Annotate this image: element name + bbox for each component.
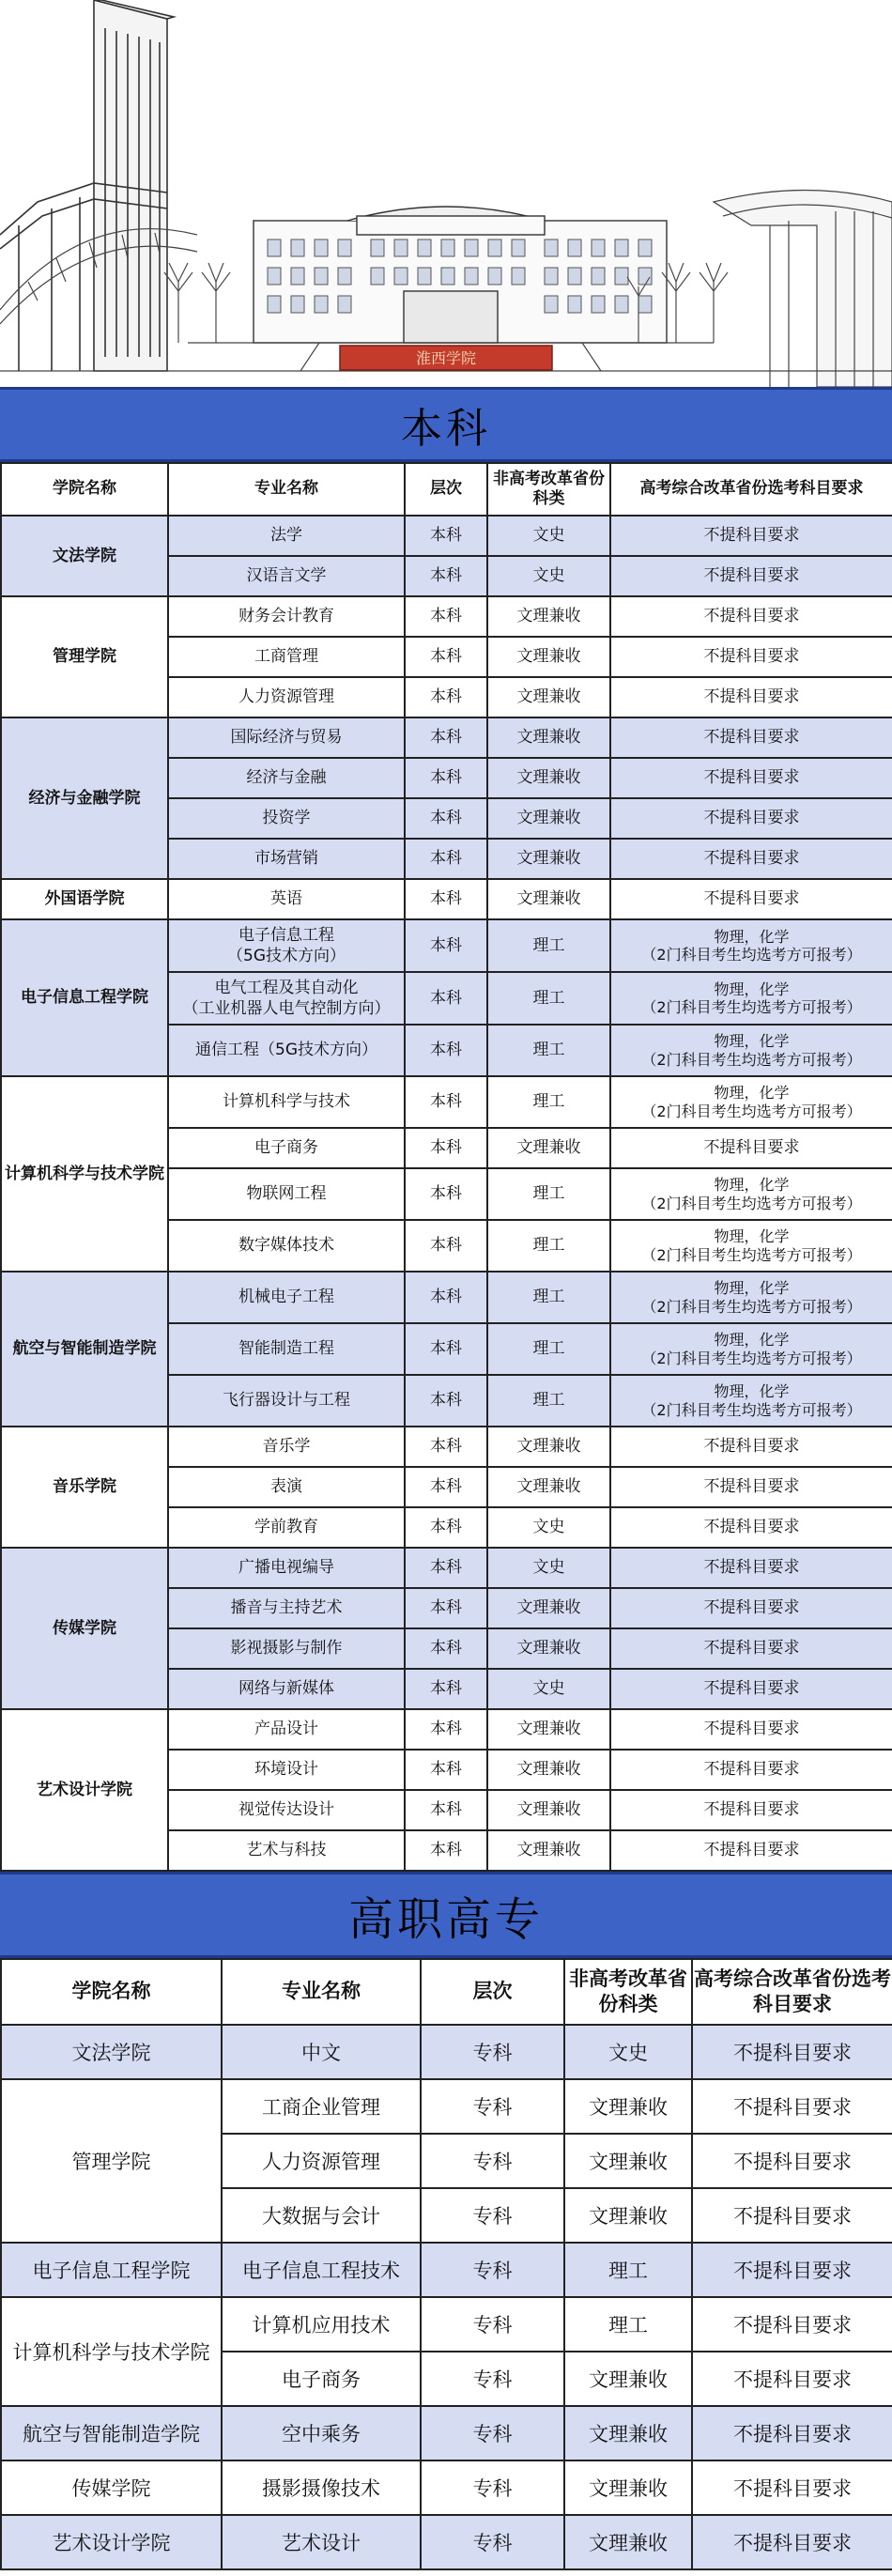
major-name-cell: 电子商务 — [168, 1128, 405, 1168]
category-cell: 文史 — [564, 2025, 692, 2079]
college-name-cell: 文法学院 — [1, 516, 168, 596]
level-cell: 本科 — [405, 637, 487, 677]
requirement-cell — [610, 919, 892, 972]
category-cell: 文史 — [487, 516, 610, 556]
cell-line-1: 物理，化学 — [714, 1331, 790, 1350]
requirement-cell: 不提科目要求 — [610, 1709, 892, 1750]
level-cell: 本科 — [405, 1220, 487, 1272]
level-cell: 本科 — [405, 596, 487, 637]
category-cell: 文史 — [487, 1507, 610, 1548]
category-cell: 文理兼收 — [487, 758, 610, 798]
level-cell: 本科 — [405, 1588, 487, 1628]
requirement-cell: 不提科目要求 — [610, 1427, 892, 1467]
major-name-cell: 产品设计 — [168, 1709, 405, 1750]
vocational-table-body — [1, 2025, 892, 2569]
category-cell: 理工 — [564, 2297, 692, 2352]
level-cell: 本科 — [405, 919, 487, 972]
major-name-cell: 电子商务 — [222, 2352, 421, 2406]
cell-line-1: 物理，化学 — [714, 979, 790, 998]
category-cell: 文理兼收 — [487, 637, 610, 677]
major-name-cell: 法学 — [168, 516, 405, 556]
major-name-cell: 艺术与科技 — [168, 1830, 405, 1871]
major-name-cell: 智能制造工程 — [168, 1323, 405, 1375]
requirement-cell: 不提科目要求 — [610, 1588, 892, 1628]
major-name-cell: 投资学 — [168, 798, 405, 839]
level-cell: 专科 — [421, 2460, 564, 2515]
requirement-cell: 不提科目要求 — [610, 1830, 892, 1871]
header-major: 专业名称 — [168, 463, 405, 516]
level-cell: 本科 — [405, 1467, 487, 1507]
cell-line-1: 物理，化学 — [714, 1279, 790, 1298]
category-cell: 理工 — [487, 1375, 610, 1427]
requirement-cell — [610, 972, 892, 1025]
requirement-cell: 不提科目要求 — [610, 596, 892, 637]
category-cell: 文理兼收 — [487, 1709, 610, 1750]
level-cell: 专科 — [421, 2134, 564, 2188]
level-cell: 专科 — [421, 2025, 564, 2079]
requirement-cell: 不提科目要求 — [610, 1628, 892, 1669]
major-name-cell: 数字媒体技术 — [168, 1220, 405, 1272]
cell-line-2: （5G技术方向） — [227, 947, 346, 965]
category-cell: 文理兼收 — [487, 1128, 610, 1168]
level-cell: 本科 — [405, 1790, 487, 1830]
category-cell: 文史 — [487, 1548, 610, 1588]
major-name-cell: 学前教育 — [168, 1507, 405, 1548]
level-cell: 本科 — [405, 677, 487, 717]
major-name-cell: 艺术设计 — [222, 2515, 421, 2569]
category-cell: 理工 — [487, 1025, 610, 1076]
requirement-cell: 不提科目要求 — [610, 1548, 892, 1588]
cell-line-1: 物理，化学 — [714, 1227, 790, 1246]
level-cell: 专科 — [421, 2515, 564, 2569]
cell-line-2: （2门科目考生均选考方可报考） — [641, 998, 862, 1016]
category-cell: 文理兼收 — [564, 2406, 692, 2460]
cell-line-2: （2门科目考生均选考方可报考） — [641, 1050, 862, 1069]
major-name-cell: 人力资源管理 — [168, 677, 405, 717]
college-name-cell: 传媒学院 — [1, 1548, 168, 1709]
requirement-cell: 不提科目要求 — [610, 556, 892, 596]
table-row — [1, 717, 892, 758]
category-cell: 文理兼收 — [487, 1467, 610, 1507]
vocational-header-row — [1, 1959, 892, 2025]
requirement-cell: 不提科目要求 — [692, 2515, 892, 2569]
requirement-cell: 不提科目要求 — [610, 1669, 892, 1709]
category-cell: 文理兼收 — [564, 2079, 692, 2134]
level-cell: 专科 — [421, 2188, 564, 2243]
level-cell: 本科 — [405, 1709, 487, 1750]
cell-line-2: （2门科目考生均选考方可报考） — [641, 1349, 862, 1367]
cell-line-2: （2门科目考生均选考方可报考） — [641, 1297, 862, 1316]
level-cell: 专科 — [421, 2352, 564, 2406]
cell-line-1: 物理，化学 — [714, 1032, 790, 1051]
category-cell: 理工 — [487, 1272, 610, 1323]
category-cell: 文史 — [487, 1669, 610, 1709]
requirement-cell: 不提科目要求 — [610, 516, 892, 556]
category-cell: 文理兼收 — [487, 798, 610, 839]
level-cell: 本科 — [405, 1548, 487, 1588]
requirement-cell: 不提科目要求 — [692, 2025, 892, 2079]
level-cell: 专科 — [421, 2406, 564, 2460]
level-cell: 本科 — [405, 839, 487, 879]
requirement-cell: 不提科目要求 — [692, 2297, 892, 2352]
table-row — [1, 2406, 892, 2460]
college-name-cell: 外国语学院 — [1, 879, 168, 919]
requirement-cell: 不提科目要求 — [692, 2352, 892, 2406]
category-cell: 文理兼收 — [564, 2188, 692, 2243]
level-cell: 本科 — [405, 1323, 487, 1375]
major-name-cell: 财务会计教育 — [168, 596, 405, 637]
requirement-cell: 不提科目要求 — [610, 1128, 892, 1168]
cell-line-2: （2门科目考生均选考方可报考） — [641, 1194, 862, 1212]
college-name-cell: 航空与智能制造学院 — [1, 1272, 168, 1427]
level-cell: 本科 — [405, 1375, 487, 1427]
major-name-cell: 工商企业管理 — [222, 2079, 421, 2134]
major-name-cell: 广播电视编导 — [168, 1548, 405, 1588]
header-requirement: 高考综合改革省份选考科目要求 — [692, 1959, 892, 2025]
level-cell: 本科 — [405, 1427, 487, 1467]
category-cell: 文理兼收 — [564, 2460, 692, 2515]
major-name-cell: 音乐学 — [168, 1427, 405, 1467]
requirement-cell: 不提科目要求 — [692, 2406, 892, 2460]
college-name-cell: 电子信息工程学院 — [1, 2243, 222, 2297]
requirement-cell — [610, 1272, 892, 1323]
requirement-cell — [610, 1076, 892, 1128]
major-name-cell: 通信工程（5G技术方向） — [168, 1025, 405, 1076]
requirement-cell: 不提科目要求 — [692, 2460, 892, 2515]
undergrad-table-body — [1, 516, 892, 1871]
category-cell: 文理兼收 — [487, 839, 610, 879]
major-name-cell: 经济与金融 — [168, 758, 405, 798]
major-name-cell: 国际经济与贸易 — [168, 717, 405, 758]
requirement-cell: 不提科目要求 — [610, 879, 892, 919]
category-cell: 文理兼收 — [487, 717, 610, 758]
requirement-cell: 不提科目要求 — [610, 798, 892, 839]
requirement-cell — [610, 1375, 892, 1427]
category-cell: 文理兼收 — [564, 2134, 692, 2188]
major-name-cell: 人力资源管理 — [222, 2134, 421, 2188]
table-row — [1, 596, 892, 637]
category-cell: 理工 — [487, 1323, 610, 1375]
cell-line-1: 物理，化学 — [714, 1382, 790, 1401]
header-category: 非高考改革省份科类 — [487, 463, 610, 516]
level-cell: 本科 — [405, 1076, 487, 1128]
header-level: 层次 — [421, 1959, 564, 2025]
requirement-cell: 不提科目要求 — [692, 2188, 892, 2243]
level-cell: 本科 — [405, 798, 487, 839]
category-cell: 理工 — [487, 1076, 610, 1128]
table-row — [1, 2460, 892, 2515]
requirement-cell: 不提科目要求 — [610, 637, 892, 677]
requirement-cell: 不提科目要求 — [610, 1790, 892, 1830]
requirement-cell — [610, 1323, 892, 1375]
cell-line-2: （2门科目考生均选考方可报考） — [641, 1400, 862, 1419]
vocational-section-title: 高职高专 — [0, 1872, 892, 1958]
category-cell: 文理兼收 — [487, 596, 610, 637]
level-cell: 本科 — [405, 1669, 487, 1709]
level-cell: 本科 — [405, 1168, 487, 1220]
college-name-cell: 音乐学院 — [1, 1427, 168, 1548]
level-cell: 本科 — [405, 1128, 487, 1168]
table-row — [1, 1548, 892, 1588]
college-name-cell: 艺术设计学院 — [1, 1709, 168, 1871]
level-cell: 本科 — [405, 717, 487, 758]
requirement-cell — [610, 1168, 892, 1220]
cell-line-2: （2门科目考生均选考方可报考） — [641, 946, 862, 964]
level-cell: 专科 — [421, 2243, 564, 2297]
requirement-cell: 不提科目要求 — [610, 758, 892, 798]
major-name-cell: 飞行器设计与工程 — [168, 1375, 405, 1427]
level-cell: 本科 — [405, 1272, 487, 1323]
category-cell: 文理兼收 — [564, 2352, 692, 2406]
level-cell: 专科 — [421, 2079, 564, 2134]
requirement-cell: 不提科目要求 — [610, 677, 892, 717]
header-college: 学院名称 — [1, 1959, 222, 2025]
major-name-cell: 摄影摄像技术 — [222, 2460, 421, 2515]
college-name-cell: 艺术设计学院 — [1, 2515, 222, 2569]
level-cell: 本科 — [405, 758, 487, 798]
category-cell: 文理兼收 — [487, 879, 610, 919]
table-row — [1, 516, 892, 556]
major-name-cell: 表演 — [168, 1467, 405, 1507]
major-name-cell: 机械电子工程 — [168, 1272, 405, 1323]
category-cell: 文理兼收 — [487, 1790, 610, 1830]
category-cell: 文理兼收 — [564, 2515, 692, 2569]
header-major: 专业名称 — [222, 1959, 421, 2025]
college-name-cell: 管理学院 — [1, 596, 168, 717]
category-cell: 理工 — [487, 1168, 610, 1220]
level-cell: 本科 — [405, 1507, 487, 1548]
signboard-text: 淮西学院 — [415, 349, 477, 367]
level-cell: 本科 — [405, 1025, 487, 1076]
college-name-cell: 航空与智能制造学院 — [1, 2406, 222, 2460]
table-row — [1, 2243, 892, 2297]
table-row — [1, 919, 892, 972]
cell-line-1: 物理，化学 — [714, 1176, 790, 1195]
level-cell: 本科 — [405, 1628, 487, 1669]
major-name-cell: 计算机科学与技术 — [168, 1076, 405, 1128]
cell-line-2: （2门科目考生均选考方可报考） — [641, 1245, 862, 1264]
major-name-cell: 播音与主持艺术 — [168, 1588, 405, 1628]
major-name-cell: 电子信息工程技术 — [222, 2243, 421, 2297]
level-cell: 专科 — [421, 2297, 564, 2352]
cell-line-2: （2门科目考生均选考方可报考） — [641, 1102, 862, 1120]
table-row — [1, 2025, 892, 2079]
level-cell: 本科 — [405, 879, 487, 919]
header-category: 非高考改革省份科类 — [564, 1959, 692, 2025]
category-cell: 理工 — [564, 2243, 692, 2297]
requirement-cell: 不提科目要求 — [692, 2134, 892, 2188]
cell-line-1: 物理，化学 — [714, 1084, 790, 1103]
cell-line-2: （工业机器人电气控制方向） — [182, 999, 391, 1018]
category-cell: 文理兼收 — [487, 1628, 610, 1669]
table-row — [1, 1709, 892, 1750]
category-cell: 理工 — [487, 972, 610, 1025]
major-name-cell: 计算机应用技术 — [222, 2297, 421, 2352]
category-cell: 理工 — [487, 1220, 610, 1272]
category-cell: 文史 — [487, 556, 610, 596]
requirement-cell: 不提科目要求 — [610, 839, 892, 879]
college-name-cell: 管理学院 — [1, 2079, 222, 2243]
level-cell: 本科 — [405, 556, 487, 596]
requirement-cell: 不提科目要求 — [692, 2079, 892, 2134]
header-college: 学院名称 — [1, 463, 168, 516]
category-cell: 文理兼收 — [487, 1830, 610, 1871]
major-name-cell — [168, 919, 405, 972]
header-level: 层次 — [405, 463, 487, 516]
major-name-cell: 工商管理 — [168, 637, 405, 677]
major-name-cell: 英语 — [168, 879, 405, 919]
table-row — [1, 879, 892, 919]
major-name-cell: 空中乘务 — [222, 2406, 421, 2460]
requirement-cell — [610, 1025, 892, 1076]
major-name-cell: 汉语言文学 — [168, 556, 405, 596]
major-name-cell: 市场营销 — [168, 839, 405, 879]
table-row — [1, 1427, 892, 1467]
cell-line-1: 电子信息工程 — [238, 925, 334, 945]
major-name-cell: 中文 — [222, 2025, 421, 2079]
major-name-cell: 大数据与会计 — [222, 2188, 421, 2243]
vocational-table — [0, 1958, 892, 2570]
college-name-cell: 计算机科学与技术学院 — [1, 2297, 222, 2406]
major-name-cell: 视觉传达设计 — [168, 1790, 405, 1830]
requirement-cell: 不提科目要求 — [610, 1750, 892, 1790]
table-row — [1, 1272, 892, 1323]
category-cell: 理工 — [487, 919, 610, 972]
campus-sketch-image — [0, 0, 892, 387]
category-cell: 文理兼收 — [487, 1427, 610, 1467]
major-name-cell: 网络与新媒体 — [168, 1669, 405, 1709]
cell-line-1: 物理，化学 — [714, 927, 790, 946]
table-row — [1, 2297, 892, 2352]
requirement-cell: 不提科目要求 — [610, 717, 892, 758]
college-name-cell: 计算机科学与技术学院 — [1, 1076, 168, 1272]
cell-line-1: 电气工程及其自动化 — [214, 978, 359, 997]
college-name-cell: 传媒学院 — [1, 2460, 222, 2515]
requirement-cell — [610, 1220, 892, 1272]
header-requirement: 高考综合改革省份选考科目要求 — [610, 463, 892, 516]
requirement-cell: 不提科目要求 — [610, 1507, 892, 1548]
campus-banner-illustration — [0, 0, 892, 387]
college-name-cell: 经济与金融学院 — [1, 717, 168, 879]
major-name-cell: 物联网工程 — [168, 1168, 405, 1220]
level-cell: 本科 — [405, 1750, 487, 1790]
table-row — [1, 2515, 892, 2569]
level-cell: 本科 — [405, 972, 487, 1025]
requirement-cell: 不提科目要求 — [610, 1467, 892, 1507]
undergrad-table — [0, 462, 892, 1872]
requirement-cell: 不提科目要求 — [692, 2243, 892, 2297]
major-name-cell: 环境设计 — [168, 1750, 405, 1790]
level-cell: 本科 — [405, 1830, 487, 1871]
college-name-cell: 电子信息工程学院 — [1, 919, 168, 1076]
category-cell: 文理兼收 — [487, 677, 610, 717]
college-name-cell: 文法学院 — [1, 2025, 222, 2079]
undergrad-section-title: 本科 — [0, 387, 892, 462]
table-row — [1, 1076, 892, 1128]
category-cell: 文理兼收 — [487, 1750, 610, 1790]
table-row — [1, 2079, 892, 2134]
major-name-cell — [168, 972, 405, 1025]
major-name-cell: 影视摄影与制作 — [168, 1628, 405, 1669]
category-cell: 文理兼收 — [487, 1588, 610, 1628]
level-cell: 本科 — [405, 516, 487, 556]
undergrad-header-row — [1, 463, 892, 516]
